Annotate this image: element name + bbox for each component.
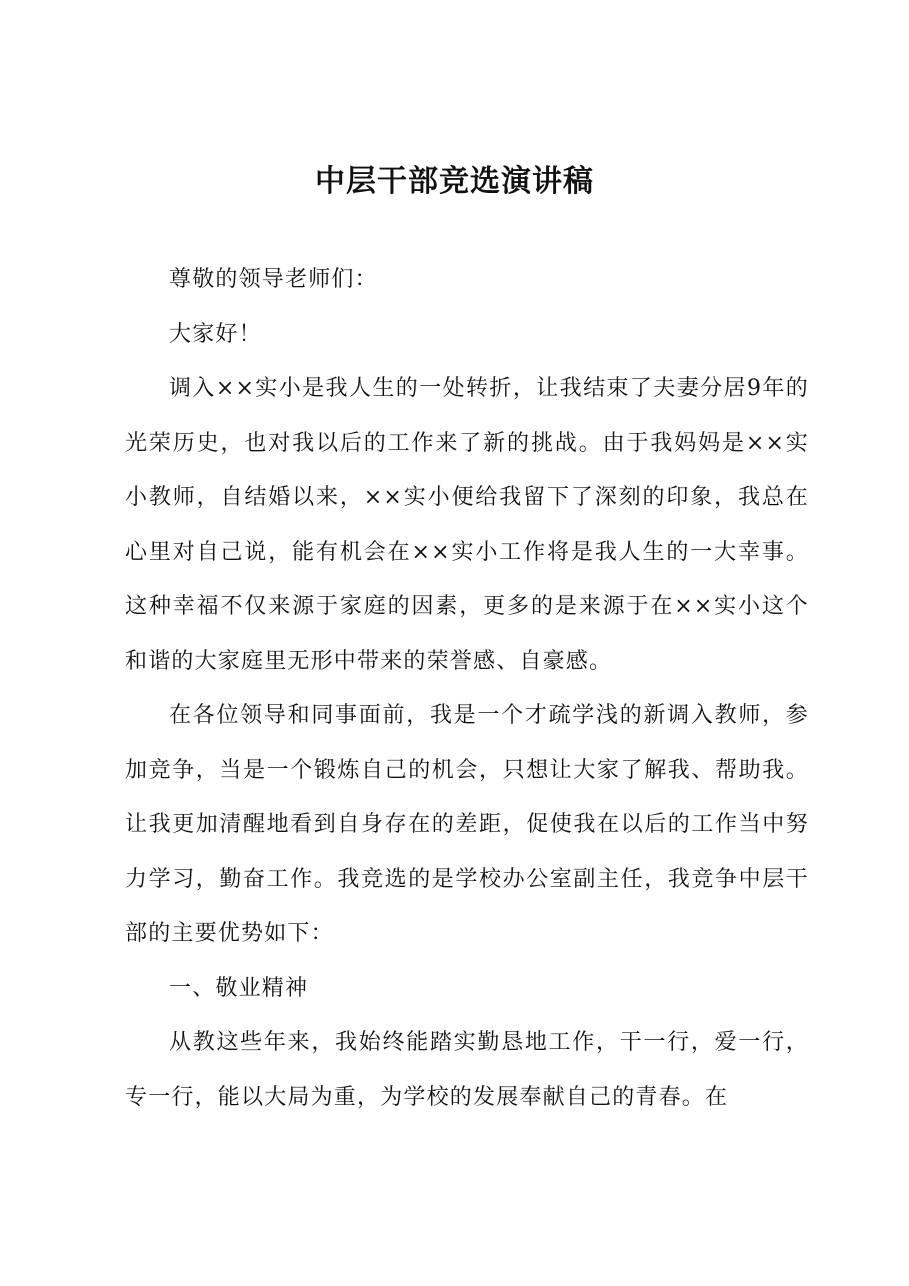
paragraph-salutation: 尊敬的领导老师们： (169, 267, 378, 292)
document-body (125, 253, 809, 1125)
paragraph-dedication: 从教这些年来，我始终能踏实勤恳地工作，干一行，爱一行，专一行，能以大局为重，为学校的发展奉献自己的青春。在 (125, 1030, 809, 1110)
section-heading-dedication: 一、敬业精神 (169, 975, 309, 1001)
paragraph-greeting: 大家好！ (169, 321, 262, 347)
document-title: 中层干部竞选演讲稿 (315, 164, 594, 199)
paragraph-introduction: 调入××实小是我人生的一处转折，让我结束了夫妻分居9年的光荣历史，也对我以后的工作来了新的挑战。由于我妈妈是××实小教师，自结婚以来，××实小便给我留下了深刻的印象，我总在心里对自己说，能有机会在××实小工作将是我人生的一大幸事。这种幸福不仅来源于家庭的因素，更多的是来源于在××实小这个和谐的大家庭里无形中带来的荣誉感、自豪感。 (125, 376, 809, 674)
paragraph-motivation: 在各位领导和同事面前，我是一个才疏学浅的新调入教师，参加竞争，当是一个锻炼自己的机会，只想让大家了解我、帮助我。让我更加清醒地看到自身存在的差距，促使我在以后的工作当中努力学习，勤奋工作。我竞选的是学校办公室副主任，我竞争中层干部的主要优势如下： (125, 703, 809, 946)
